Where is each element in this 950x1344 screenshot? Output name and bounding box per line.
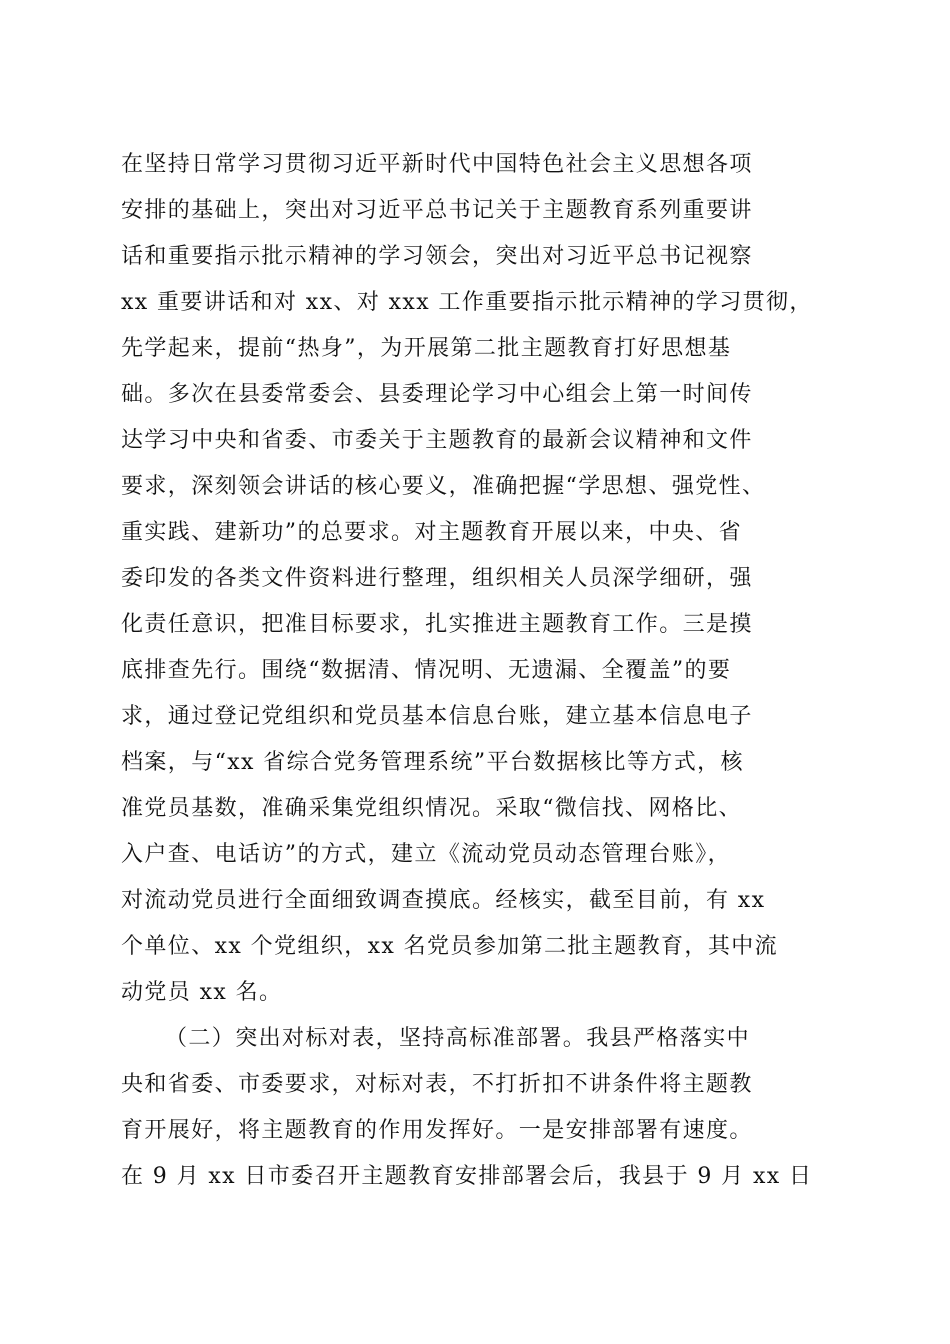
text-line: 求，通过登记党组织和党员基本信息台账，建立基本信息电子 xyxy=(121,704,753,729)
text-line: 在 9 月 xx 日市委召开主题教育安排部署会后，我县于 9 月 xx 日 xyxy=(121,1164,813,1189)
text-line: 动党员 xx 名。 xyxy=(121,980,283,1005)
text-line: 础。多次在县委常委会、县委理论学习中心组会上第一时间传 xyxy=(121,382,753,407)
text-line: 育开展好，将主题教育的作用发挥好。一是安排部署有速度。 xyxy=(121,1118,753,1143)
text-line: 话和重要指示批示精神的学习领会，突出对习近平总书记视察 xyxy=(121,244,753,269)
text-line: 达学习中央和省委、市委关于主题教育的最新会议精神和文件 xyxy=(121,428,753,453)
text-line: 先学起来，提前“热身”，为开展第二批主题教育打好思想基 xyxy=(121,336,732,361)
text-line: 化责任意识，把准目标要求，扎实推进主题教育工作。三是摸 xyxy=(121,612,753,637)
text-line: 在坚持日常学习贯彻习近平新时代中国特色社会主义思想各项 xyxy=(121,152,753,177)
text-line: 档案，与“xx 省综合党务管理系统”平台数据核比等方式，核 xyxy=(121,750,744,775)
body-text xyxy=(121,142,841,1200)
text-line: 重实践、建新功”的总要求。对主题教育开展以来，中央、省 xyxy=(121,520,743,545)
text-line: xx 重要讲话和对 xx、对 xxx 工作重要指示批示精神的学习贯彻， xyxy=(121,290,813,315)
text-line: 央和省委、市委要求，对标对表，不打折扣不讲条件将主题教 xyxy=(121,1072,753,1097)
text-line: 委印发的各类文件资料进行整理，组织相关人员深学细研，强 xyxy=(121,566,753,591)
text-line: 底排查先行。围绕“数据清、情况明、无遗漏、全覆盖”的要 xyxy=(121,658,732,683)
text-line: 对流动党员进行全面细致调查摸底。经核实，截至目前，有 xx xyxy=(121,888,766,913)
text-line: 要求，深刻领会讲话的核心要义，准确把握“学思想、强党性、 xyxy=(121,474,766,499)
section-heading-line: （二）突出对标对表，坚持高标准部署。我县严格落实中 xyxy=(165,1026,751,1051)
text-line: 准党员基数，准确采集党组织情况。采取“微信找、网格比、 xyxy=(121,796,743,821)
text-line: 个单位、xx 个党组织，xx 名党员参加第二批主题教育，其中流 xyxy=(121,934,779,959)
text-line: 入户查、电话访”的方式，建立《流动党员动态管理台账》， xyxy=(121,842,732,867)
text-line: 安排的基础上，突出对习近平总书记关于主题教育系列重要讲 xyxy=(121,198,753,223)
